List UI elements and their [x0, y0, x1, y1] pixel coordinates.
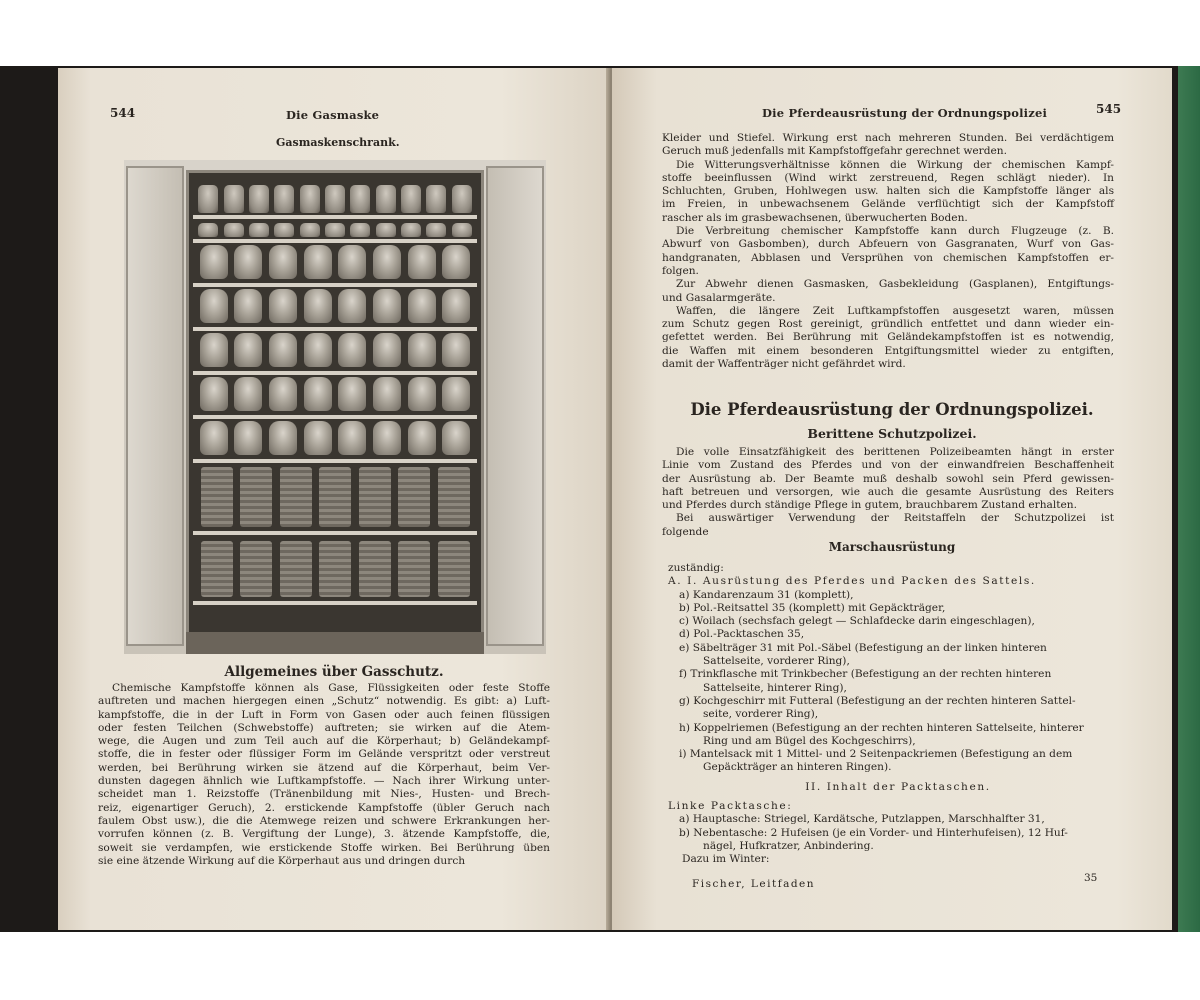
gas-mask-canister — [269, 377, 297, 411]
paragraph-line: kampfstoffe, die in der Luft in Form von Gasen oder auch feinen flüssigen — [98, 708, 550, 721]
paragraph-line: Chemische Kampfstoffe können als Gase, Flüssigkeiten oder feste Stoffe — [112, 682, 550, 694]
paragraph-line: haft betreuen und versorgen, wie auch die gesamte Ausrüstung des Reiters — [662, 485, 1114, 498]
gas-mask-canister — [338, 333, 366, 367]
paragraph-line: und Pferdes durch ständige Pflege in gutem, brauchbarem Zustand erhalten. — [662, 499, 1077, 512]
gas-mask-canister — [442, 333, 470, 367]
cabinet-shelf — [193, 283, 477, 287]
gas-mask-canister — [442, 421, 470, 455]
gas-mask-canister — [350, 223, 370, 237]
paragraph-line: Die volle Einsatzfähigkeit des berittenen Polizeibeamten hängt in erster — [676, 446, 1114, 458]
paragraph-line: damit der Waffenträger nicht gefährdet wird. — [662, 358, 906, 371]
paragraph-line: dunsten dagegen ähnlich wie Luftkampfstoffe. — Nach ihrer Wirkung unter- — [98, 775, 550, 788]
list-item: i) Mantelsack mit 1 Mittel- und 2 Seitenpackriemen (Befestigung an dem — [679, 748, 1073, 761]
paragraph-line: zum Schutz gegen Rost gereinigt, gründlich entfettet und dann wieder ein- — [662, 318, 1114, 331]
cabinet-shelf — [193, 371, 477, 375]
gas-mask-canister — [408, 245, 436, 279]
paragraph-line: werden, bei Berührung wirken sie ätzend auf die Körperhaut, beim Ver- — [98, 761, 550, 774]
footer-sheet-number: 35 — [1084, 872, 1098, 884]
gas-mask-canister — [325, 185, 345, 213]
winter-label: Dazu im Winter: — [682, 853, 770, 866]
gas-mask-canister — [338, 421, 366, 455]
cabinet-shelf — [193, 459, 477, 463]
paragraph-line: stoffe, die in fester oder flüssiger Form im Gelände verspritzt oder verstreut — [98, 748, 550, 761]
paragraph-line: Bei auswärtiger Verwendung der Reitstaffeln der Schutzpolizei ist — [676, 512, 1114, 525]
list-item-continuation: Ring und am Bügel des Kochgeschirrs), — [703, 734, 916, 747]
paragraph-line: die Waffen mit einem besonderen Entgiftungsmittel wieder zu entgiften, — [662, 344, 1114, 357]
gas-mask-canister — [401, 223, 421, 237]
cabinet-shelf — [193, 215, 477, 219]
gas-mask-cabinet-photo — [124, 160, 546, 654]
gas-mask-canister — [300, 223, 320, 237]
paragraph-line: vorrufen können (z. B. Vergiftung der Lunge), 3. ätzende Kampfstoffe, die, — [98, 828, 550, 841]
paragraph-line: und Gasalarmgeräte. — [662, 291, 776, 304]
paragraph-line: reiz, eigenartiger Geruch), 2. erstickende Kampfstoffe (übler Geruch nach — [98, 801, 550, 814]
gas-mask-canister — [304, 377, 332, 411]
list-item-continuation: Sattelseite, vorderer Ring), — [703, 655, 850, 668]
gas-mask-canister — [304, 421, 332, 455]
gas-mask-canister — [408, 289, 436, 323]
gas-mask-canister — [200, 421, 228, 455]
paragraph-line: folgende — [662, 525, 709, 538]
cabinet-shelf — [193, 531, 477, 535]
left-heading: Allgemeines über Gasschutz. — [224, 664, 444, 680]
gas-mask-canister — [269, 289, 297, 323]
paragraph-line: Schluchten, Gruben, Hohlwegen usw. halten sich die Kampfstoffe länger als — [662, 185, 1114, 198]
book-cover-edge — [1178, 66, 1200, 932]
gas-mask-canister — [304, 333, 332, 367]
gas-mask-canister — [442, 245, 470, 279]
gas-mask-canister — [319, 541, 351, 597]
section-a-heading: A. I. Ausrüstung des Pferdes und Packen des Sattels. — [668, 575, 1036, 588]
gas-mask-canister — [426, 185, 446, 213]
cabinet-left-door — [126, 166, 184, 646]
list-item: a) Hauptasche: Striegel, Kardätsche, Putzlappen, Marschhalfter 31, — [679, 813, 1045, 826]
gas-mask-canister — [201, 467, 233, 527]
paragraph-line: gefettet werden. Bei Berührung mit Geländekampfstoffen ist es notwendig, — [662, 331, 1114, 344]
gas-mask-canister — [200, 289, 228, 323]
gas-mask-canister — [198, 185, 218, 213]
gas-mask-canister — [376, 223, 396, 237]
right-running-head: Die Pferdeausrüstung der Ordnungspolizei — [762, 106, 1048, 120]
list-item: e) Säbelträger 31 mit Pol.-Säbel (Befestigung an der linken hinteren — [679, 641, 1047, 654]
paragraph-line: Die Verbreitung chemischer Kampfstoffe kann durch Flugzeuge (z. B. — [676, 225, 1114, 238]
left-pack-bag-label: Linke Packtasche: — [668, 800, 793, 813]
paragraph-line: Zur Abwehr dienen Gasmasken, Gasbekleidung (Gasplanen), Entgiftungs- — [676, 278, 1114, 291]
list-item: h) Koppelriemen (Befestigung an der rechten hinteren Sattelseite, hinterer — [679, 721, 1084, 734]
right-paragraphs — [662, 132, 1114, 371]
paragraph-line: scheidet man 1. Reizstoffe (Tränenbildung mit Nies-, Husten- und Brech- — [98, 788, 550, 801]
left-paragraph — [98, 682, 550, 868]
gas-mask-canister — [234, 245, 262, 279]
paragraph-line: Kleider und Stiefel. Wirkung erst nach mehreren Stunden. Bei verdächtigem — [662, 132, 1114, 144]
gas-mask-canister — [398, 541, 430, 597]
list-item: b) Pol.-Reitsattel 35 (komplett) mit Gepäckträger, — [679, 601, 946, 614]
list-item: a) Kandarenzaum 31 (komplett), — [679, 588, 854, 601]
gas-mask-canister — [338, 245, 366, 279]
gas-mask-canister — [304, 289, 332, 323]
gas-mask-canister — [224, 185, 244, 213]
gas-mask-canister — [201, 541, 233, 597]
right-page-number: 545 — [1096, 102, 1122, 116]
gas-mask-canister — [426, 223, 446, 237]
gas-mask-canister — [452, 185, 472, 213]
gas-mask-canister — [269, 421, 297, 455]
gas-mask-canister — [359, 467, 391, 527]
right-page — [612, 68, 1172, 930]
gas-mask-canister — [442, 289, 470, 323]
paragraph-line: wege, die Augen und zum Teil auch auf die Körperhaut; b) Geländekampf- — [98, 735, 550, 748]
paragraph-line: Die Witterungsverhältnisse können die Wirkung der chemischen Kampf- — [676, 158, 1114, 171]
gas-mask-canister — [350, 185, 370, 213]
paragraph-line: sie eine ätzende Wirkung auf die Körperhaut aus und dringen durch — [98, 854, 466, 867]
equipment-list — [668, 562, 1128, 867]
cabinet-shelf — [193, 415, 477, 419]
cabinet-base — [186, 632, 484, 654]
gas-mask-canister — [274, 223, 294, 237]
gas-mask-canister — [249, 185, 269, 213]
footer-signature: Fischer, Leitfaden — [692, 878, 816, 890]
figure-caption: Gasmaskenschrank. — [276, 136, 400, 149]
gas-mask-canister — [234, 421, 262, 455]
gas-mask-canister — [359, 541, 391, 597]
paragraph-line: faulem Obst usw.), die die Atemwege reizen und schwere Erkrankungen her- — [98, 814, 550, 827]
cabinet-shelf — [193, 239, 477, 243]
left-page-number: 544 — [110, 106, 136, 120]
gas-mask-canister — [269, 333, 297, 367]
paragraph-line: folgen. — [662, 264, 699, 277]
list-item: c) Woilach (sechsfach gelegt — Schlafdecke darin eingeschlagen), — [679, 615, 1035, 628]
paragraph-line: im Freien, in unbewachsenem Gelände verflüchtigt sich der Kampfstoff — [662, 198, 1114, 211]
gas-mask-canister — [269, 245, 297, 279]
march-equipment-heading: Marschausrüstung — [828, 540, 956, 554]
section-subtitle: Berittene Schutzpolizei. — [807, 426, 977, 441]
gas-mask-canister — [200, 333, 228, 367]
gas-mask-canister — [224, 223, 244, 237]
gas-mask-canister — [408, 421, 436, 455]
paragraph-line: rascher als im grasbewachsenen, überwucherten Boden. — [662, 211, 968, 224]
gas-mask-canister — [452, 223, 472, 237]
gas-mask-canister — [304, 245, 332, 279]
paragraph-line: Linie vom Zustand des Pferdes und von der einwandfreien Beschaffenheit — [662, 459, 1114, 472]
cabinet-interior — [186, 170, 484, 650]
gas-mask-canister — [280, 541, 312, 597]
gas-mask-canister — [442, 377, 470, 411]
cabinet-shelf — [193, 601, 477, 605]
gas-mask-canister — [408, 333, 436, 367]
paragraph-line: Abwurf von Gasbomben), durch Abfeuern von Gasgranaten, Wurf von Gas- — [662, 238, 1114, 251]
gas-mask-canister — [373, 377, 401, 411]
mounted-police-paragraph — [662, 446, 1114, 539]
gas-mask-canister — [438, 467, 470, 527]
gas-mask-canister — [338, 289, 366, 323]
paragraph-line: Geruch muß jedenfalls mit Kampfstoffgefahr gerechnet werden. — [662, 145, 1007, 158]
gas-mask-canister — [240, 541, 272, 597]
gas-mask-canister — [373, 333, 401, 367]
gas-mask-canister — [274, 185, 294, 213]
gas-mask-canister — [300, 185, 320, 213]
gas-mask-canister — [198, 223, 218, 237]
list-item: f) Trinkflasche mit Trinkbecher (Befestigung an der rechten hinteren — [679, 668, 1052, 681]
list-item-continuation: Gepäckträger an hinteren Ringen). — [703, 761, 892, 774]
gas-mask-canister — [280, 467, 312, 527]
gas-mask-canister — [373, 421, 401, 455]
paragraph-line: handgranaten, Abblasen und Versprühen von chemischen Kampfstoffen er- — [662, 251, 1114, 264]
paragraph-line: stoffe beeinflussen (Wind wirkt zerstreuend, Regen schlägt nieder). In — [662, 171, 1114, 184]
list-item: g) Kochgeschirr mit Futteral (Befestigung an der rechten hinteren Sattel- — [679, 694, 1076, 707]
gas-mask-canister — [373, 289, 401, 323]
gas-mask-canister — [376, 185, 396, 213]
list-item: b) Nebentasche: 2 Hufeisen (je ein Vorder- und Hinterhufeisen), 12 Huf- — [679, 826, 1068, 839]
gas-mask-canister — [408, 377, 436, 411]
gas-mask-canister — [249, 223, 269, 237]
paragraph-line: auftreten und machen hiergegen einen „Schutz“ notwendig. Es gibt: a) Luft- — [98, 695, 550, 708]
gas-mask-canister — [373, 245, 401, 279]
paragraph-line: soweit sie verdampfen, wie erstickende Stoffe wirken. Bei Berührung üben — [98, 841, 550, 854]
zustaendig-label: zuständig: — [668, 562, 724, 574]
gas-mask-canister — [200, 245, 228, 279]
cabinet-right-door — [486, 166, 544, 646]
gas-mask-canister — [319, 467, 351, 527]
gas-mask-canister — [234, 377, 262, 411]
gas-mask-canister — [234, 289, 262, 323]
list-item-continuation: nägel, Hufkratzer, Anbindering. — [703, 839, 874, 852]
left-running-head: Die Gasmaske — [286, 108, 380, 122]
gas-mask-canister — [401, 185, 421, 213]
list-item: d) Pol.-Packtaschen 35, — [679, 628, 805, 641]
gas-mask-canister — [200, 377, 228, 411]
paragraph-line: Waffen, die längere Zeit Luftkampfstoffen ausgesetzt waren, müssen — [676, 304, 1114, 317]
cabinet-shelf — [193, 327, 477, 331]
section-title: Die Pferdeausrüstung der Ordnungspolizei. — [690, 400, 1094, 419]
gas-mask-canister — [234, 333, 262, 367]
paragraph-line: der Ausrüstung ab. Der Beamte muß deshalb sowohl sein Pferd gewissen- — [662, 472, 1114, 485]
gas-mask-canister — [325, 223, 345, 237]
section-b-heading: II. Inhalt der Packtaschen. — [805, 780, 991, 793]
list-item-continuation: seite, vorderer Ring), — [703, 708, 819, 721]
list-item-continuation: Sattelseite, hinterer Ring), — [703, 681, 847, 694]
gas-mask-canister — [438, 541, 470, 597]
gas-mask-canister — [240, 467, 272, 527]
paragraph-line: oder festen Teilchen (Schwebstoffe) auftreten; sie wirken auf die Atem- — [98, 721, 550, 734]
gas-mask-canister — [398, 467, 430, 527]
gas-mask-canister — [338, 377, 366, 411]
